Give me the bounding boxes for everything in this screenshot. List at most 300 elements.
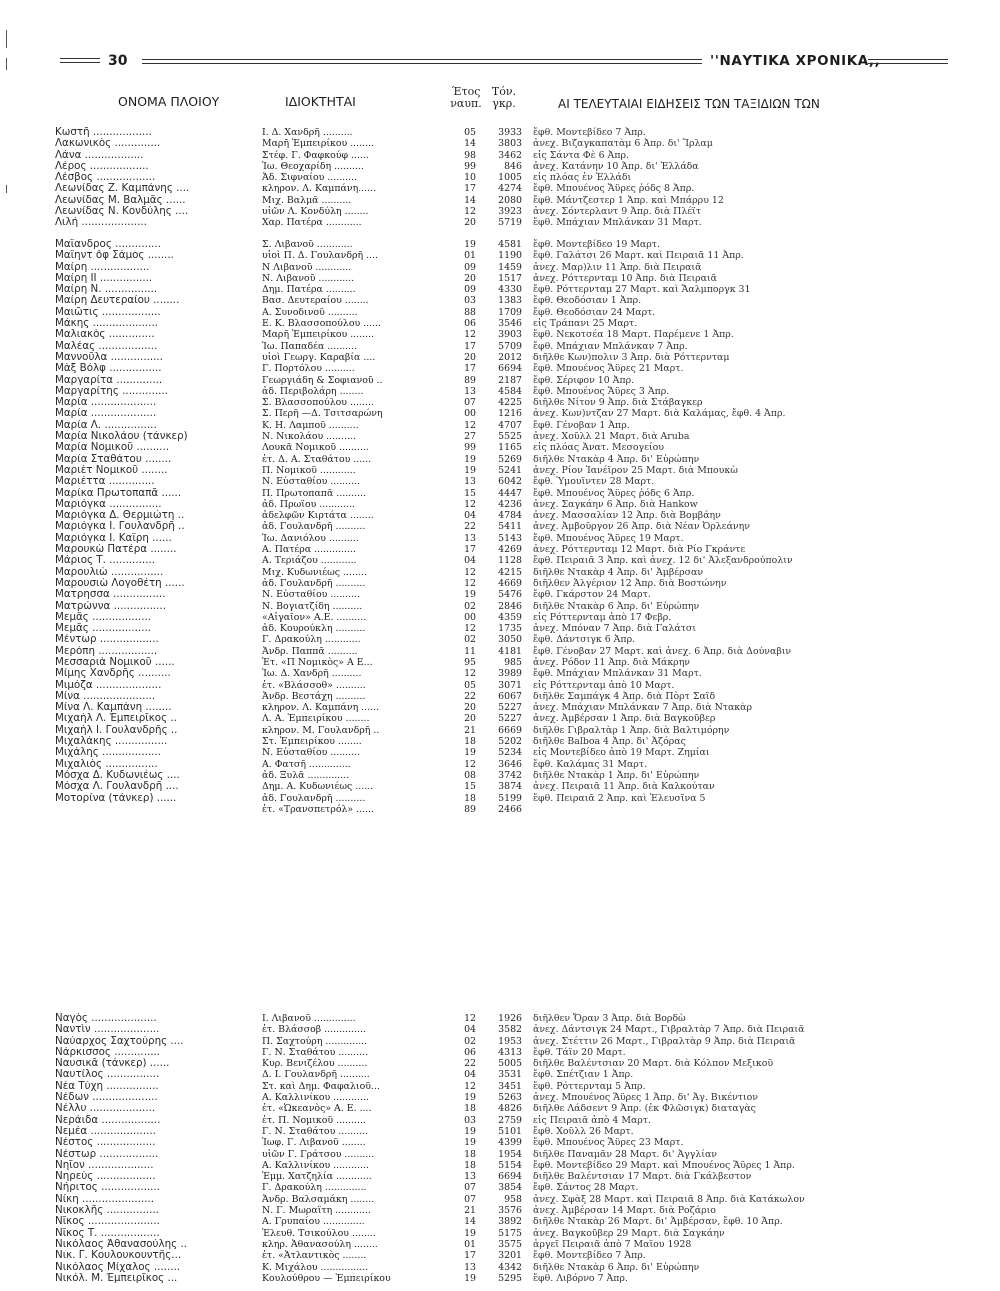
voyage-news: διῆλθε Ντακὰρ 6 Ἀπρ. δι' Εὐρώπην — [533, 600, 700, 612]
gross-tonnage: 3646 — [498, 758, 522, 770]
owner-name: Ν. Εὐσταθίου .......... — [262, 476, 361, 488]
owner-name: Π. Νομικοῦ ............ — [262, 464, 356, 476]
build-year: 07 — [464, 1182, 476, 1194]
table-row — [55, 691, 955, 702]
ship-name: Μαίρη .................. — [55, 261, 150, 273]
owner-name: Γ. Πορτόλου .......... — [262, 363, 355, 375]
table-row — [55, 1137, 955, 1148]
owner-name: Λ. Α. Ἐμπειρίκου ........ — [262, 713, 370, 725]
build-year: 22 — [464, 690, 476, 702]
build-year: 20 — [464, 217, 476, 229]
rule-line — [142, 59, 702, 60]
owner-name: Χαρ. Πατέρα ............ — [262, 217, 362, 229]
voyage-news: ἔφθ. Μπουένος Ἄϋρες 23 Μαρτ. — [533, 1137, 684, 1149]
ship-name: Μόσχα Δ. Κυδωνιέως .... — [55, 769, 180, 781]
gross-tonnage: 1459 — [498, 261, 522, 273]
ship-name: Μιχαὴλ Λ. Ἐμπειρῖκος .. — [55, 713, 177, 725]
owner-name: Γεωργιάδη & Σοφιανοῦ .. — [262, 374, 383, 386]
table-row — [55, 1182, 955, 1193]
gross-tonnage: 3742 — [498, 769, 522, 781]
ship-name: Ναύαρχος Σαχτούρης .... — [55, 1035, 184, 1047]
owner-name: Α. Φατσῆ .............. — [262, 758, 351, 770]
owner-name: Ν. Εὐσταθίου .......... — [262, 589, 361, 601]
table-row — [55, 589, 955, 600]
build-year: 17 — [464, 1250, 476, 1262]
gross-tonnage: 985 — [504, 656, 522, 668]
ship-name: Νικοκλῆς ................ — [55, 1205, 159, 1217]
gross-tonnage: 4784 — [498, 510, 522, 522]
voyage-news: ἔφθ. Μάντζεστερ 1 Ἀπρ. καὶ Μπάρρυ 12 — [533, 194, 724, 206]
gross-tonnage: 1216 — [498, 408, 522, 420]
voyage-news: ἔφθ. Σέριφον 10 Ἀπρ. — [533, 374, 635, 386]
gross-tonnage: 4447 — [498, 487, 522, 499]
owner-name: ἀδ. Γουλανδρῆ .......... — [262, 792, 366, 804]
build-year: 10 — [464, 172, 476, 184]
owner-name: Ἀνδρ. Παππᾶ .......... — [262, 645, 358, 657]
table-row — [55, 127, 955, 138]
build-year: 06 — [464, 1046, 476, 1058]
table-row — [55, 1036, 955, 1047]
gross-tonnage: 5101 — [498, 1125, 522, 1137]
gross-tonnage: 3989 — [498, 668, 522, 680]
build-year: 89 — [464, 803, 476, 815]
gross-tonnage: 1517 — [498, 272, 522, 284]
voyage-news: διῆλθεν Ὄραν 3 Ἀπρ. διὰ Βορδὼ — [533, 1013, 686, 1024]
table-row — [55, 759, 955, 770]
table-row — [55, 172, 955, 183]
voyage-news: ἔφθ. Θεοδόσιαν 1 Ἀπρ. — [533, 295, 642, 307]
gross-tonnage: 5241 — [498, 464, 522, 476]
owner-name: κληρον. Λ. Καμπάνη ...... — [262, 702, 380, 714]
voyage-news: διῆλθε Σαμπάγκ 4 Ἀπρ. διὰ Πὸρτ Σαΐδ — [533, 690, 716, 702]
gross-tonnage: 1383 — [498, 295, 522, 307]
owner-name: Α. Γρυπαίου .............. — [262, 1216, 365, 1228]
ship-name: Μαργαρίτης .............. — [55, 385, 168, 397]
build-year: 19 — [464, 747, 476, 759]
build-year: 20 — [464, 702, 476, 714]
voyage-news: ἀνεχ. Πειραιᾶ 11 Ἀπρ. διὰ Καλκούταν — [533, 781, 715, 793]
build-year: 21 — [464, 1205, 476, 1217]
build-year: 19 — [464, 239, 476, 250]
table-row — [55, 1024, 955, 1035]
voyage-news: ἔφθ. Μπάχιαν Μπλάνκαν 7 Ἀπρ. — [533, 340, 688, 352]
owner-name: Σ. Λιβανοῦ ............ — [262, 239, 353, 250]
voyage-news: διῆλθεν Ἀλγέριον 12 Ἀπρ. διὰ Βοστώνην — [533, 577, 727, 589]
voyage-news: ἔφθ. Ρόττερνταμ 5 Ἀπρ. — [533, 1080, 646, 1092]
owner-name: Κυρ. Βενιζέλου .......... — [262, 1058, 368, 1070]
voyage-news: ἀνεχ. Μπουένος Ἄϋρες 1 Ἀπρ. δι' Ἀγ. Βικέντιον — [533, 1092, 758, 1104]
voyage-news: διῆλθε Balboa 4 Ἀπρ. δι' Ἀζόρας — [533, 736, 686, 748]
ship-name: Νηρεὺς .................. — [55, 1171, 156, 1183]
voyage-news: ἔφθ. Γένοβαν 1 Ἀπρ. — [533, 419, 630, 431]
owner-name: ἀδελφῶν Κιρτάτα ........ — [262, 510, 374, 522]
ship-name: Νικ. Γ. Κουλουκουντῆς... — [55, 1250, 182, 1262]
owner-name: ἀδ. Γουλανδρῆ .......... — [262, 521, 366, 533]
gross-tonnage: 4236 — [498, 498, 522, 510]
gross-tonnage: 846 — [504, 160, 522, 172]
gross-tonnage: 4826 — [498, 1103, 522, 1115]
table-row — [55, 781, 955, 792]
owner-name: Σ. Βλασσοπούλου ........ — [262, 397, 374, 409]
owner-name: Ε. Κ. Βλασσοπούλου ...... — [262, 318, 382, 330]
voyage-news: ἀνεχ. Ἀμβέρσαν 14 Μαρτ. διὰ Ροζάριο — [533, 1205, 716, 1217]
table-row — [55, 352, 955, 363]
gross-tonnage: 4399 — [498, 1137, 522, 1149]
build-year: 14 — [464, 194, 476, 206]
table-row — [55, 408, 955, 419]
build-year: 07 — [464, 397, 476, 409]
gross-tonnage: 3546 — [498, 318, 522, 330]
ship-name: Μέντωρ .................. — [55, 634, 159, 646]
build-year: 05 — [464, 127, 476, 138]
voyage-news: ἔφθ. Γένοβαν 27 Μαρτ. καὶ ἀνεχ. 6 Ἀπρ. διὰ Δούναβιν — [533, 645, 792, 657]
owner-name: «Αἰγαῖον» Α.Ε. .......... — [262, 611, 367, 623]
build-year: 18 — [464, 1159, 476, 1171]
ship-group-nu — [55, 1013, 955, 1284]
rule-line — [60, 62, 100, 63]
owner-name: Ἰωφ. Γ. Λιβανοῦ ........ — [262, 1137, 366, 1149]
voyage-news: ἔφθ. Μπουένος Ἄϋρες ῥόδς 6 Ἀπρ. — [533, 487, 695, 499]
table-row — [55, 307, 955, 318]
owner-name: ἀδ. Ξυλᾶ .............. — [262, 769, 350, 781]
ship-name: Μαρία Νομικοῦ .......... — [55, 442, 170, 454]
owner-name: ἐτ. Δ. Α. Σταθάτου ...... — [262, 453, 372, 465]
owner-name: Α. Τεριάζου ............ — [262, 555, 357, 567]
build-year: 07 — [464, 1193, 476, 1205]
owner-name: Α. Πατέρα .............. — [262, 544, 356, 556]
table-row — [55, 295, 955, 306]
ship-name: Κωστῆ .................. — [55, 127, 152, 138]
build-year: 19 — [464, 589, 476, 601]
gross-tonnage: 1953 — [498, 1035, 522, 1047]
owner-name: Ἐλευθ. Τσικούλου ........ — [262, 1227, 376, 1239]
owner-name: ἐτ. «Τρανσπετρόλ» ...... — [262, 803, 375, 815]
ship-name: Νεμέα .................... — [55, 1125, 156, 1137]
ship-name: Μαΐηντ ὄφ Σάμος ........ — [55, 250, 174, 262]
ship-name: Νέα Τύχη ................ — [55, 1080, 159, 1092]
table-row — [55, 601, 955, 612]
voyage-news: ἔφθ. Ὑμουΐντεν 28 Μαρτ. — [533, 476, 655, 488]
gross-tonnage: 4269 — [498, 544, 522, 556]
ship-name: Μαννοῦλα ................ — [55, 351, 163, 363]
gross-tonnage: 4215 — [498, 566, 522, 578]
table-row — [55, 567, 955, 578]
ship-name: Ναυσικᾶ (τάνκερ) ...... — [55, 1058, 170, 1070]
gross-tonnage: 5709 — [498, 340, 522, 352]
ship-name: Λέσβος .................. — [55, 172, 156, 184]
owner-name: Μιχ. Βαλμᾶ .......... — [262, 194, 352, 206]
voyage-news: ἀνεχ. Ρόττερνταμ 12 Μαρτ. διὰ Ρίο Γκράντε — [533, 544, 746, 556]
gross-tonnage: 1190 — [498, 250, 522, 262]
gross-tonnage: 6694 — [498, 363, 522, 375]
table-row — [55, 1069, 955, 1080]
build-year: 01 — [464, 1238, 476, 1250]
ship-name: Μιχαὴλ Ι. Γουλανδρῆς .. — [55, 724, 178, 736]
ship-name: Νικόλ. Μ. Ἐμπειρῖκος ... — [55, 1272, 178, 1284]
table-row — [55, 793, 955, 804]
gross-tonnage: 5227 — [498, 702, 522, 714]
ship-name: Μαρίκα Πρωτοπαπᾶ ...... — [55, 487, 182, 499]
ship-name: Μιμόζα .................... — [55, 679, 162, 691]
scan-edge-mark — [6, 185, 7, 193]
voyage-news: εἰς Τράπανι 25 Μαρτ. — [533, 318, 638, 330]
ship-name: Μαριόγκα ................ — [55, 498, 162, 510]
gross-tonnage: 3050 — [498, 634, 522, 646]
owner-name: Λουκᾶ Νομικοῦ .......... — [262, 442, 369, 454]
table-row — [55, 657, 955, 668]
voyage-news: ἀνεχ. Ρίον Ἰανέϊρον 25 Μαρτ. διὰ Μπουκὼ — [533, 464, 738, 476]
voyage-news: ἔφθ. Λιβόρνο 7 Ἀπρ. — [533, 1272, 628, 1284]
owner-name: Π. Πρωτοπαπᾶ .......... — [262, 487, 367, 499]
build-year: 13 — [464, 1171, 476, 1183]
table-row — [55, 702, 955, 713]
ship-name: Λιλή .................... — [55, 217, 147, 229]
build-year: 04 — [464, 555, 476, 567]
owner-name: Δ. Ι. Γουλανδρῆ .......... — [262, 1069, 370, 1081]
rule-line — [868, 59, 948, 60]
ship-name: Μαίρη Ν. ................ — [55, 284, 158, 296]
ship-name: Μερόπη .................. — [55, 645, 158, 657]
ship-name: Μαριόγκα Ι. Καΐρη ...... — [55, 532, 172, 544]
voyage-news: εἰς Πειραιᾶ ἀπὸ 4 Μαρτ. — [533, 1114, 651, 1126]
voyage-news: ἀνεχ. Ἀμβέρσαν 1 Ἀπρ. διὰ Βαγκοῦβερ — [533, 713, 716, 725]
owner-name: Π. Σαχτούρη .............. — [262, 1035, 368, 1047]
voyage-news: ἔφθ. Πειραιᾶ 3 Ἀπρ. καὶ ἀνεχ. 12 δι' Ἀλεξανδρούπολιν — [533, 555, 793, 567]
table-row — [55, 341, 955, 352]
owner-name: Α. Καλλινίκου ............ — [262, 1159, 369, 1171]
ship-name: Μαρουλιὼ ................ — [55, 566, 164, 578]
ship-name: Νῖκος Τ. .................. — [55, 1227, 160, 1239]
ship-name: Ματρώννα ................ — [55, 600, 166, 612]
gross-tonnage: 6694 — [498, 1171, 522, 1183]
owner-name: υἱῶν Λ. Κονδύλη ........ — [262, 206, 369, 218]
build-year: 15 — [464, 781, 476, 793]
voyage-news: ἔφθ. Μπουένος Ἄϋρες ῥόδς 8 Ἀπρ. — [533, 183, 695, 195]
voyage-news: ἀνεχ. Δάντσιγκ 24 Μαρτ., Γιβραλτὰρ 7 Ἀπρ. διὰ Πειραιᾶ — [533, 1024, 805, 1036]
ship-name: Ναντὶν .................... — [55, 1024, 160, 1036]
owner-name: Ν. Νικολάου .......... — [262, 431, 356, 443]
gross-tonnage: 3803 — [498, 138, 522, 150]
gross-tonnage: 3201 — [498, 1250, 522, 1262]
ship-name: Μαριόγκα Δ. Θερμιώτη .. — [55, 510, 185, 522]
voyage-news: εἰς Ρόττερνταμ ἀπὸ 10 Μαρτ. — [533, 679, 675, 691]
voyage-news: διῆλθε Ντακὰρ 4 Ἀπρ. δι' Ἀμβέρσαν — [533, 566, 704, 578]
build-year: 19 — [464, 1227, 476, 1239]
table-row — [55, 206, 955, 217]
gross-tonnage: 3933 — [498, 127, 522, 138]
table-row — [55, 578, 955, 589]
voyage-news: ἀνεχ. Στέττιν 26 Μαρτ., Γιβραλτὰρ 9 Ἀπρ. διὰ Πειραιᾶ — [533, 1035, 796, 1047]
voyage-news: ἔφθ. Σπέτζιαν 1 Ἀπρ. — [533, 1069, 634, 1081]
gross-tonnage: 4274 — [498, 183, 522, 195]
voyage-news: ἀργεῖ Πειραιᾶ ἀπὸ 7 Μαΐου 1928 — [533, 1238, 692, 1250]
table-row — [55, 397, 955, 408]
column-header-tons-line2: γκρ. — [492, 97, 516, 110]
ship-name: Λέρος .................. — [55, 160, 149, 172]
ship-name: Μαΐανδρος .............. — [55, 239, 161, 250]
gross-tonnage: 5202 — [498, 736, 522, 748]
build-year: 12 — [464, 1013, 476, 1024]
build-year: 00 — [464, 611, 476, 623]
gross-tonnage: 4584 — [498, 385, 522, 397]
table-row — [55, 262, 955, 273]
owner-name: κληρον. Λ. Καμπάνη...... — [262, 183, 377, 195]
gross-tonnage: 5525 — [498, 431, 522, 443]
gross-tonnage: 1954 — [498, 1148, 522, 1160]
gross-tonnage: 1128 — [498, 555, 522, 567]
voyage-news: διῆλθε Κων)πολιν 3 Ἀπρ. διὰ Ρόττερνταμ — [533, 351, 730, 363]
gross-tonnage: 4707 — [498, 419, 522, 431]
build-year: 19 — [464, 464, 476, 476]
ship-name: Μαίρη ΙΙ ................ — [55, 272, 153, 284]
voyage-news: ἀνεχ. Χοῦλλ 21 Μαρτ. διὰ Aruba — [533, 431, 690, 443]
gross-tonnage: 1735 — [498, 623, 522, 635]
rule-line — [60, 58, 100, 59]
ship-name: Μαρουσιὼ Λογοθέτη ...... — [55, 577, 185, 589]
gross-tonnage: 5263 — [498, 1092, 522, 1104]
build-year: 18 — [464, 1103, 476, 1115]
build-year: 13 — [464, 1261, 476, 1273]
gross-tonnage: 5295 — [498, 1272, 522, 1284]
owner-name: ἐτ. «Βλάσσοθ» .......... — [262, 679, 366, 691]
owner-name: ἐτ. Π. Νομικοῦ .......... — [262, 1114, 366, 1126]
rule-line — [868, 63, 948, 64]
owner-name: ἀδ. Περιβολάρη ........ — [262, 385, 364, 397]
owner-name: Σ. Περῆ —Δ. Τσιτσαρώνη — [262, 408, 383, 420]
build-year: 03 — [464, 1114, 476, 1126]
build-year: 12 — [464, 566, 476, 578]
owner-name: Ν. Εὐσταθίου .......... — [262, 747, 361, 759]
table-row — [55, 555, 955, 566]
column-header-tons — [486, 86, 522, 110]
gross-tonnage: 5175 — [498, 1227, 522, 1239]
ship-name: Μαριὲτ Νομικοῦ ........ — [55, 464, 168, 476]
build-year: 03 — [464, 295, 476, 307]
voyage-news: εἰς Μοντεβίδεο ἀπὸ 19 Μαρτ. Ζημίαι — [533, 747, 710, 759]
build-year: 19 — [464, 1092, 476, 1104]
gross-tonnage: 1709 — [498, 306, 522, 318]
ship-group-mu — [55, 239, 955, 815]
table-row — [55, 770, 955, 781]
build-year: 11 — [464, 645, 476, 657]
ship-name: Μίνα ...................... — [55, 690, 156, 702]
column-header-tons-line1: Τόν. — [491, 85, 517, 98]
voyage-news: εἰς Ρόττερνταμ ἀπὸ 17 Φεβρ. — [533, 611, 672, 623]
ship-name: Μαργαρίτα .............. — [55, 374, 163, 386]
ship-name: Μεμᾶς .................. — [55, 611, 152, 623]
build-year: 04 — [464, 1024, 476, 1036]
build-year: 19 — [464, 453, 476, 465]
owner-name: Ἰω. Δανιόλου .......... — [262, 532, 359, 544]
ship-name: Νάρκισσος .............. — [55, 1046, 161, 1058]
ship-name: Νήριτος .................. — [55, 1182, 160, 1194]
table-row — [55, 646, 955, 657]
gross-tonnage: 4581 — [498, 239, 522, 250]
column-header-year — [448, 86, 484, 110]
table-row — [55, 386, 955, 397]
build-year: 01 — [464, 250, 476, 262]
gross-tonnage: 4359 — [498, 611, 522, 623]
voyage-news: διῆλθε Βαλέντσιαν 17 Μαρτ. διὰ Γκάλβεστον — [533, 1171, 752, 1183]
owner-name: Κουλούθρου — Ἐμπειρίκου — [262, 1272, 391, 1284]
build-year: 15 — [464, 487, 476, 499]
owner-name: Ν. Βογιατζίδη .......... — [262, 600, 363, 612]
gross-tonnage: 6669 — [498, 724, 522, 736]
table-row — [55, 138, 955, 149]
owner-name: ἐτ. «Ἀτλαντικὸς ........ — [262, 1250, 367, 1262]
owner-name: ἀδ. Κουρούκλη .......... — [262, 623, 366, 635]
table-row — [55, 1171, 955, 1182]
ship-name: Μίμης Χανδρῆς .......... — [55, 668, 171, 680]
build-year: 17 — [464, 183, 476, 195]
owner-name: κληρ. Ἀθανασούλη ........ — [262, 1238, 378, 1250]
voyage-news: ἀνεχ. Ρόδον 11 Ἀπρ. διὰ Μάκρην — [533, 656, 691, 668]
build-year: 99 — [464, 442, 476, 454]
voyage-news: ἔφθ. Σάντος 28 Μαρτ. — [533, 1182, 639, 1194]
voyage-news: ἔφθ. Μπάχιαν Μπλάνκαν 31 Μαρτ. — [533, 668, 702, 680]
build-year: 22 — [464, 521, 476, 533]
table-row — [55, 1092, 955, 1103]
build-year: 20 — [464, 272, 476, 284]
owner-name: Στέφ. Γ. Φαφκούφ ...... — [262, 149, 369, 161]
gross-tonnage: 5269 — [498, 453, 522, 465]
ship-name: Μαρία Νικολάου (τάνκερ) — [55, 431, 188, 443]
build-year: 19 — [464, 1125, 476, 1137]
build-year: 09 — [464, 284, 476, 296]
gross-tonnage: 1926 — [498, 1013, 522, 1024]
page-number: 30 — [108, 53, 128, 69]
voyage-news: διῆλθε Γιβραλτὰρ 1 Ἀπρ. διὰ Βαλτιμόρην — [533, 724, 730, 736]
table-row — [55, 510, 955, 521]
owner-name: Μαρῆ Ἐμπειρίκου ........ — [262, 138, 375, 150]
owner-name: Ν Λιβανοῦ ............ — [262, 261, 352, 273]
ship-name: Μιχαλάκης ................ — [55, 736, 168, 748]
table-row — [55, 747, 955, 758]
table-row — [55, 1013, 955, 1024]
ship-name: Μιχάλης .................. — [55, 747, 161, 759]
table-row — [55, 1149, 955, 1160]
gross-tonnage: 3462 — [498, 149, 522, 161]
build-year: 12 — [464, 498, 476, 510]
voyage-news: εἰς πλόας ἐν Ἑλλάδι — [533, 172, 632, 184]
owner-name: υἱοὶ Γεωργ. Καραβία .... — [262, 351, 376, 363]
build-year: 12 — [464, 668, 476, 680]
voyage-news: ἔφθ. Μπουένος Ἄϋρες 19 Μαρτ. — [533, 532, 684, 544]
voyage-news: ἔφθ. Μπουένος Ἄϋρες 3 Ἀπρ. — [533, 385, 670, 397]
build-year: 27 — [464, 431, 476, 443]
build-year: 17 — [464, 340, 476, 352]
voyage-news: διῆλθε Ντακὰρ 4 Ἀπρ. δι' Εὐρώπην — [533, 453, 700, 465]
ship-name: Λακωνικὸς .............. — [55, 138, 161, 150]
ship-name: Νέστωρ .................. — [55, 1148, 159, 1160]
build-year: 18 — [464, 736, 476, 748]
table-row — [55, 431, 955, 442]
table-row — [55, 521, 955, 532]
table-row — [55, 1058, 955, 1069]
build-year: 04 — [464, 1069, 476, 1081]
build-year: 98 — [464, 149, 476, 161]
ship-group-lambda — [55, 127, 955, 229]
journal-title: ''ΝΑΥΤΙΚΑ ΧΡΟΝΙΚΑ,, — [710, 53, 881, 69]
gross-tonnage: 2012 — [498, 351, 522, 363]
gross-tonnage: 2466 — [498, 803, 522, 815]
running-head — [60, 54, 948, 70]
build-year: 14 — [464, 138, 476, 150]
table-row — [55, 680, 955, 691]
gross-tonnage: 4669 — [498, 577, 522, 589]
table-row — [55, 623, 955, 634]
table-row — [55, 544, 955, 555]
